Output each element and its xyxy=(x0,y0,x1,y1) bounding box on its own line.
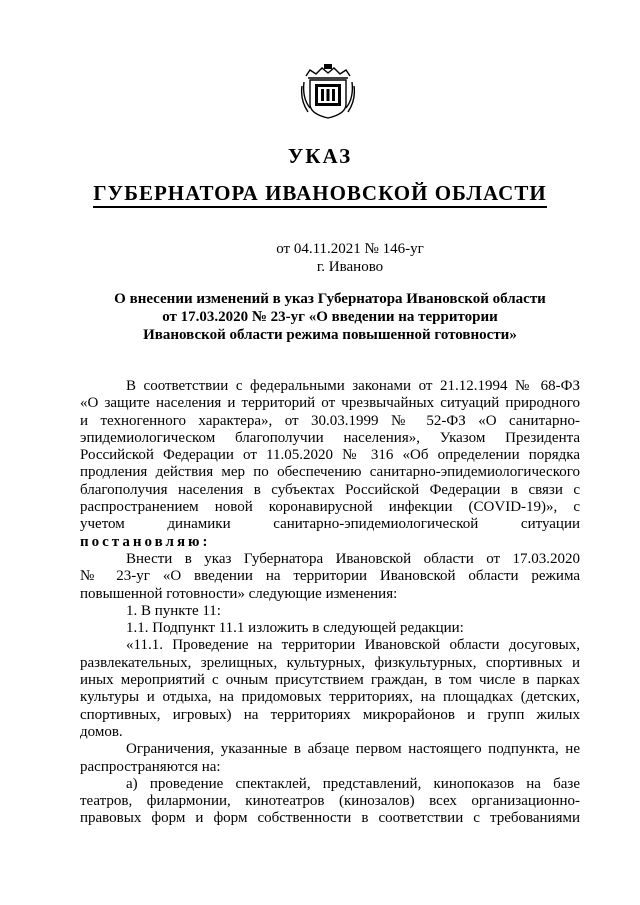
body-line: продления действия мер по обеспечению санитарно-эпидемиологического xyxy=(80,464,580,481)
issuing-authority xyxy=(0,181,640,206)
decree-date-number: от 04.11.2021 № 146-уг xyxy=(276,241,424,257)
resolution-word: постановляю: xyxy=(80,533,211,550)
coat-of-arms-emblem xyxy=(300,62,356,120)
body-line: иных мероприятий с очным присутствием граждан, в том числе в парках xyxy=(80,672,580,689)
body-line: 1. В пункте 11: xyxy=(126,602,221,619)
body-line: повышенной готовности» следующие изменения: xyxy=(80,585,398,602)
body-line: распространяются на: xyxy=(80,758,221,775)
body-line: распространением новой коронавирусной инфекции (COVID-19)», с xyxy=(80,499,580,516)
subject-line: от 17.03.2020 № 23-уг «О введении на территории xyxy=(162,309,498,325)
issuing-authority-text: ГУБЕРНАТОРА ИВАНОВСКОЙ ОБЛАСТИ xyxy=(93,181,546,208)
subject-line: Ивановской области режима повышенной готовности» xyxy=(143,327,517,343)
body-line: Ограничения, указанные в абзаце первом настоящего подпункта, не xyxy=(126,741,580,758)
body-line: 1.1. Подпункт 11.1 изложить в следующей редакции: xyxy=(126,620,464,637)
body-line: учетом динамики санитарно-эпидемиологической ситуации xyxy=(80,516,580,533)
body-line: № 23-уг «О введении на территории Ивановской области режима xyxy=(80,568,580,585)
body-line: «О защите населения и территорий от чрезвычайных ситуаций природного xyxy=(80,395,580,412)
body-line: В соответствии с федеральными законами от 21.12.1994 № 68-ФЗ xyxy=(126,378,580,394)
body-line: домов. xyxy=(80,723,123,740)
body-line: «11.1. Проведение на территории Ивановской области досуговых, xyxy=(126,637,580,654)
decree-body xyxy=(80,378,580,828)
body-line: Российской Федерации от 11.05.2020 № 316 «Об определении порядка xyxy=(80,447,580,464)
body-line: благополучия населения в субъектах Российской Федерации в связи с xyxy=(80,481,580,498)
body-line: театров, филармонии, кинотеатров (кинозалов) всех организационно- xyxy=(80,793,580,810)
body-line: развлекательных, зрелищных, культурных, физкультурных, спортивных и xyxy=(80,654,580,671)
body-line: культуры и отдыха, на придомовых территориях, на площадках (детских, xyxy=(80,689,580,706)
body-line: Внести в указ Губернатора Ивановской области от 17.03.2020 xyxy=(126,550,580,567)
body-line: и техногенного характера», от 30.03.1999 № 52-ФЗ «О санитарно- xyxy=(80,412,580,429)
decree-title: УКАЗ xyxy=(287,144,353,168)
decree-subject xyxy=(60,290,600,344)
subject-line: О внесении изменений в указ Губернатора Ивановской области xyxy=(114,291,546,307)
body-line: эпидемиологическом благополучии населения», Указом Президента xyxy=(80,429,580,446)
decree-city: г. Иваново xyxy=(316,259,384,275)
body-line: спортивных, игровых) на территориях микрорайонов и групп жилых xyxy=(80,706,580,723)
body-line: а) проведение спектаклей, представлений, кинопоказов на базе xyxy=(126,775,580,792)
body-line: правовых форм и форм собственности в соответствии с требованиями xyxy=(80,810,580,827)
